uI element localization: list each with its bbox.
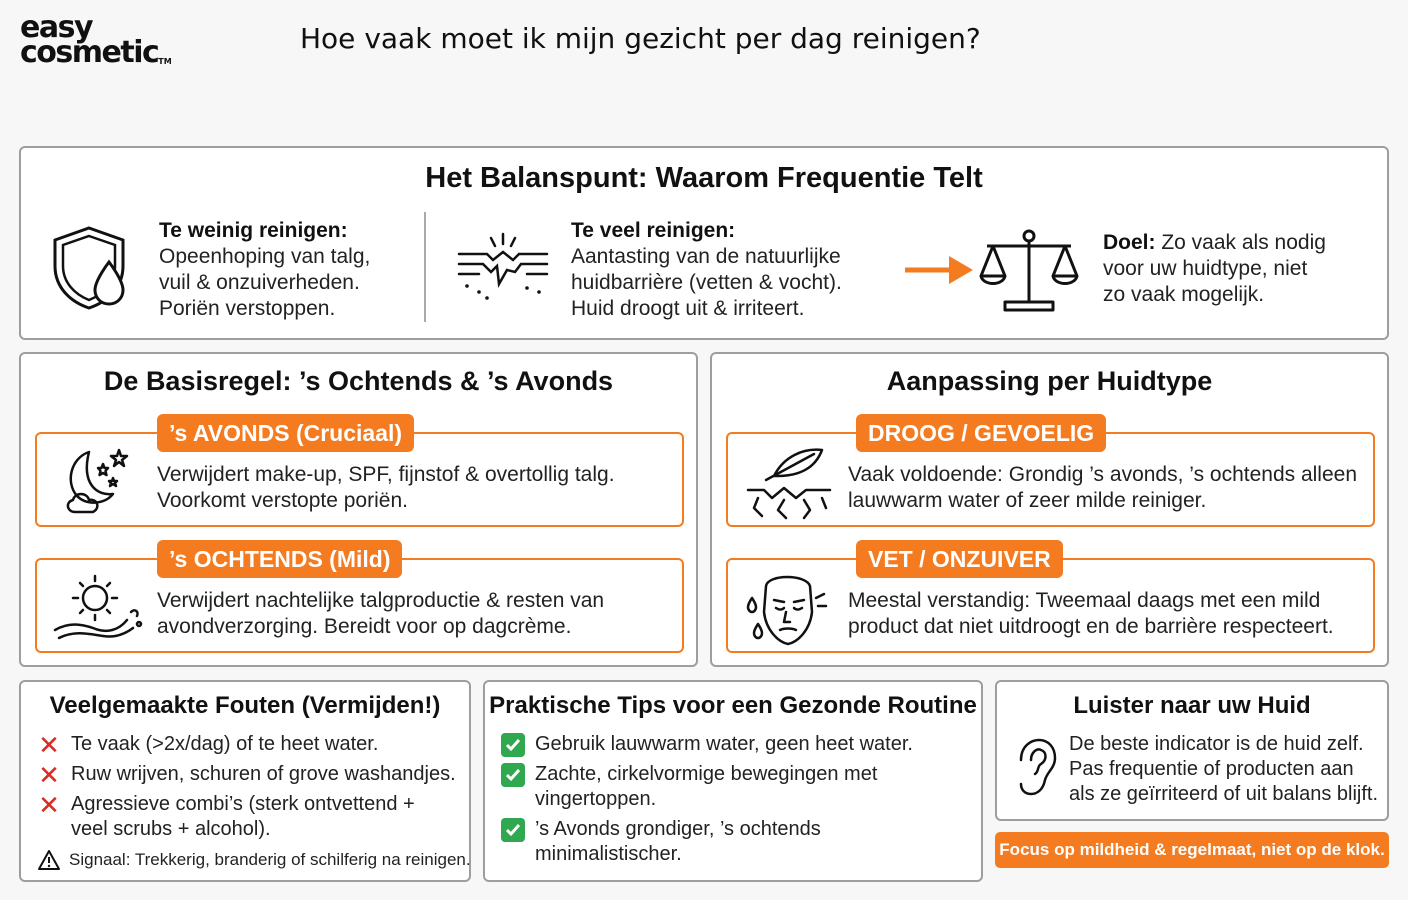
x-icon: ✕ — [38, 760, 60, 790]
list-item: Zachte, cirkelvormige bewegingen met vingertoppen. — [501, 762, 913, 812]
check-icon — [501, 763, 525, 787]
basics-panel — [19, 352, 698, 667]
signal-note: Signaal: Trekkerig, branderig of schilferig na reinigen. — [37, 850, 471, 870]
oily-text: Meestal verstandig: Tweemaal daags met een mild product dat niet uitdroogt en de barrière respecteert. — [848, 589, 1334, 638]
evening-card — [35, 420, 684, 527]
evening-text: Verwijdert make-up, SPF, fijnstof & overtollig talg. Voorkomt verstopte poriën. — [157, 463, 615, 512]
list-item: ✕ Ruw wrijven, schuren of grove washandjes. — [38, 760, 456, 790]
list-item: Gebruik lauwwarm water, geen heet water. — [501, 732, 913, 757]
skintype-panel — [710, 352, 1389, 667]
dry-tag: DROOG / GEVOELIG — [856, 414, 1106, 452]
tips-list — [501, 732, 913, 872]
too-much-text: Te veel reinigen: Aantasting van de natuurlijke huidbarrière (vetten & vocht). Huid droogt uit & irriteert. — [571, 219, 842, 320]
balance-panel — [19, 146, 1389, 340]
too-little-text: Te weinig reinigen: Opeenhoping van talg, vuil & onzuiverheden. Poriën verstoppen. — [159, 219, 371, 320]
listen-panel — [995, 680, 1389, 821]
goal-text: Doel: Zo vaak als nodig voor uw huidtype, niet zo vaak mogelijk. — [1103, 231, 1326, 306]
list-item: ✕ Agressieve combi’s (sterk ontvettend + veel scrubs + alcohol). — [38, 790, 415, 840]
dry-text: Vaak voldoende: Grondig ’s avonds, ’s ochtends alleen lauwwarm water of zeer milde reiniger. — [848, 463, 1358, 512]
morning-text: Verwijdert nachtelijke talgproductie & resten van avondverzorging. Bereidt voor op dagcrème. — [157, 589, 605, 638]
ear-icon — [1011, 736, 1057, 798]
scale-icon — [979, 226, 1079, 316]
basics-title: De Basisregel: ’s Ochtends & ’s Avonds — [103, 366, 614, 396]
mistakes-panel — [19, 680, 471, 882]
balance-title: Het Balanspunt: Waarom Frequentie Telt — [425, 162, 983, 194]
shield-drop-icon — [49, 224, 133, 312]
feather-cracks-icon — [744, 446, 834, 522]
warning-icon — [37, 849, 61, 871]
tips-title: Praktische Tips voor een Gezonde Routine — [489, 692, 977, 719]
tips-panel — [483, 680, 983, 882]
oily-tag: VET / ONZUIVER — [856, 540, 1063, 578]
x-icon: ✕ — [38, 790, 60, 820]
page-title: Hoe vaak moet ik mijn gezicht per dag reinigen? — [300, 22, 981, 55]
oily-card — [726, 546, 1375, 653]
brand-line2: cosmeticTM — [20, 34, 172, 70]
check-icon — [501, 733, 525, 757]
skintype-title: Aanpassing per Huidtype — [886, 366, 1213, 396]
list-item: ’s Avonds grondiger, ’s ochtends minimalistischer. — [501, 817, 913, 867]
brand-line1: easy — [20, 10, 93, 45]
listen-text: De beste indicator is de huid zelf. Pas frequentie of producten aan als ze geïrriteerd of uit balans blijft. — [1069, 733, 1379, 805]
listen-title: Luister naar uw Huid — [1073, 692, 1311, 719]
morning-tag: ’s OCHTENDS (Mild) — [157, 540, 402, 578]
mistakes-list — [37, 732, 456, 847]
cracked-skin-icon — [457, 232, 549, 302]
list-item: ✕ Te vaak (>2x/dag) of te heet water. — [38, 730, 379, 760]
evening-tag: ’s AVONDS (Cruciaal) — [157, 414, 414, 452]
arrow-right-icon — [905, 252, 975, 288]
morning-card — [35, 546, 684, 653]
focus-banner: Focus op mildheid & regelmaat, niet op de klok. — [995, 832, 1389, 868]
brand-logo — [20, 10, 172, 70]
moon-stars-icon — [53, 446, 133, 518]
mistakes-title: Veelgemaakte Fouten (Vermijden!) — [49, 692, 441, 719]
x-icon: ✕ — [38, 730, 60, 760]
divider — [424, 212, 426, 322]
dry-card — [726, 420, 1375, 527]
check-icon — [501, 818, 525, 842]
sun-water-icon — [53, 572, 145, 642]
face-drops-icon — [744, 572, 834, 648]
